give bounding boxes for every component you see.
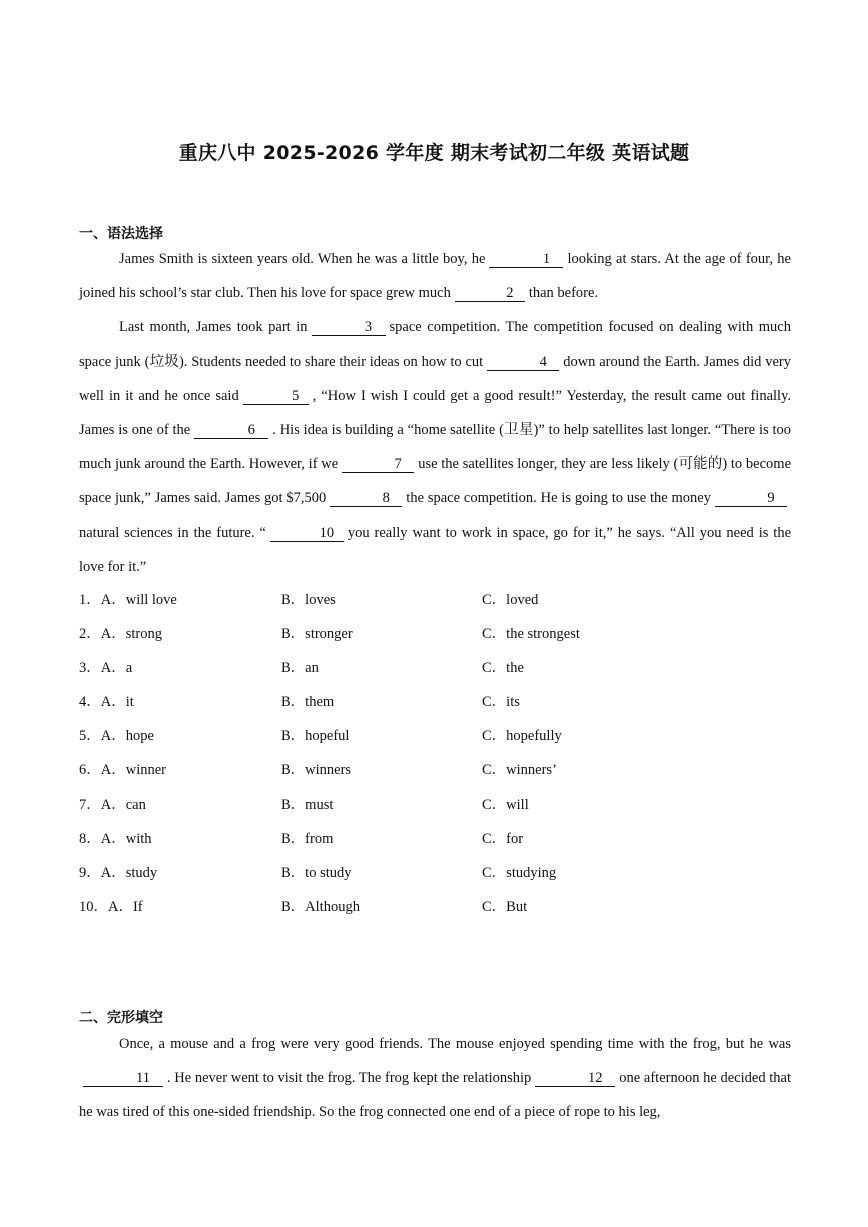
option-c: C．its [482,694,520,711]
blank-8: 8 [330,490,402,507]
option-row-3 [79,655,791,689]
option-c: C．will [482,796,529,813]
option-c: C．hopefully [482,728,562,745]
options-list [79,587,791,928]
option-c: C．the [482,660,524,677]
grammar-paragraph-2 [79,310,791,584]
option-a: 10．A．If [79,898,143,915]
option-row-6 [79,757,791,791]
passage-text: one afternoon he decided that he was tired of this one-sided friendship. So the frog connected one end of a piece of rope to his leg, [79,1070,791,1121]
option-c: C．winners’ [482,762,557,779]
option-a: 3．A．a [79,660,133,677]
passage-text: you really want to work in space, go for it,” he says. “All you need is the love for it.” [79,524,792,575]
passage-text: use the satellites longer, they are less likely (可能的) to become space junk,” James said. James got $7,500 [79,456,792,507]
option-b: B．must [281,796,334,813]
option-b: B．stronger [281,626,353,643]
passage-text: than before. [528,285,599,302]
passage-text: down around the Earth. James did very well in it and he once said [79,353,791,404]
blank-4: 4 [487,354,559,371]
option-row-10 [79,894,791,928]
option-a: 8．A．with [79,830,152,847]
option-a: 7．A．can [79,796,146,813]
blank-7: 7 [342,456,414,473]
passage-text: . His idea is building a “home satellite (卫星)” to help satellites last longer. “There is too much junk around the Earth. However, if we [79,422,791,473]
option-b: B．loves [281,592,336,608]
option-row-7 [79,792,791,826]
option-b: B．to study [281,864,352,881]
blank-11: 11 [83,1070,163,1087]
option-b: B．winners [281,762,352,779]
passage-text: natural sciences in the future. “ [79,524,266,541]
grammar-paragraph-1 [79,242,791,310]
option-row-2 [79,621,791,655]
blank-9: 9 [715,490,787,507]
option-row-1 [79,587,791,621]
option-b: B．Although [281,898,360,915]
option-a: 4．A．it [79,694,134,711]
option-row-5 [79,723,791,757]
option-b: B．from [281,830,334,847]
section-heading-grammar: 一、语法选择 [79,226,163,242]
option-b: B．them [281,694,335,711]
blank-12: 12 [535,1070,615,1087]
blank-1: 1 [489,251,563,268]
passage-text: James Smith is sixteen years old. When he was a little boy, he [119,251,486,267]
passage-text: Once, a mouse and a frog were very good friends. The mouse enjoyed spending time with the frog, but he was [119,1036,791,1052]
option-a: 9．A．study [79,864,158,881]
blank-6: 6 [194,422,268,439]
passage-text: Last month, James took part in [119,319,308,336]
grammar-passage [79,242,791,584]
option-a: 1．A．will love [79,592,177,608]
option-c: C．loved [482,592,539,608]
passage-text: , “How I wish I could get a good result!” Yesterday, the result came out finally. James is one of the [79,387,791,439]
option-a: 5．A．hope [79,728,154,745]
option-c: C．for [482,830,524,847]
passage-text: . He never went to visit the frog. The frog kept the relationship [167,1070,532,1087]
passage-text: the space competition. He is going to use the money [406,490,711,507]
passage-text: space competition. The competition focused on dealing with much space junk (垃圾). Students needed to share their ideas on how to cut [79,319,791,370]
option-b: B．an [281,660,319,677]
blank-5: 5 [243,388,309,405]
option-c: C．studying [482,864,557,881]
section-heading-cloze: 二、完形填空 [79,1010,163,1026]
option-row-8 [79,826,791,860]
option-c: C．But [482,898,528,915]
cloze-paragraph-1 [79,1027,791,1130]
option-row-9 [79,860,791,894]
option-c: C．the strongest [482,626,580,643]
cloze-passage [79,1027,791,1130]
exam-title: 重庆八中 2025-2026 学年度 期末考试初二年级 英语试题 [178,142,690,164]
option-a: 2．A．strong [79,626,162,643]
blank-10: 10 [270,525,344,542]
option-a: 6．A．winner [79,762,166,779]
option-row-4 [79,689,791,723]
blank-3: 3 [312,319,386,336]
option-b: B．hopeful [281,728,350,745]
blank-2: 2 [455,285,525,302]
passage-text: looking at stars. At the age of four, he joined his school’s star club. Then his love for space grew much [79,251,791,302]
